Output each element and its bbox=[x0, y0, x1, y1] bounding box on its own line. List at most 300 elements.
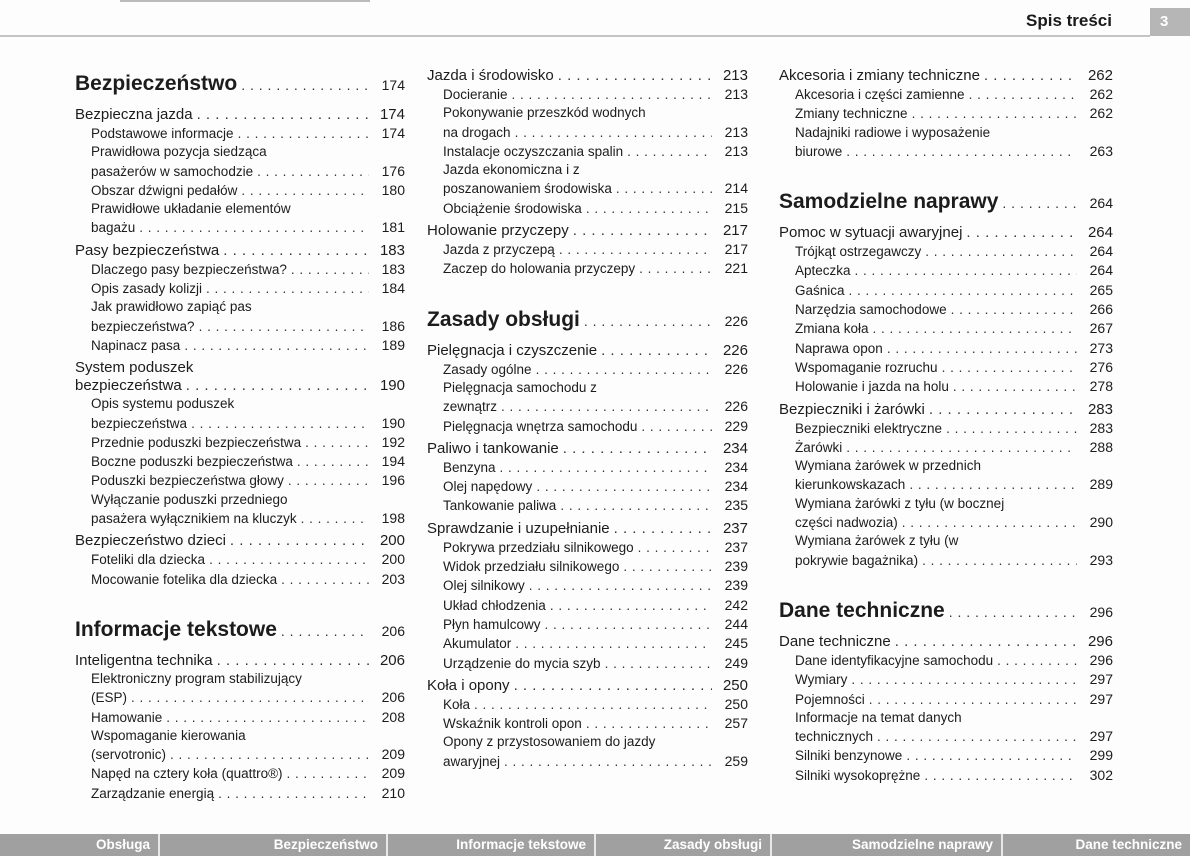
toc-item-entry[interactable] bbox=[75, 336, 405, 355]
toc-item-entry[interactable] bbox=[779, 358, 1113, 377]
toc-page-number[interactable]: 293 bbox=[1089, 551, 1113, 568]
toc-section-heading[interactable] bbox=[75, 70, 405, 99]
toc-item-entry[interactable] bbox=[779, 300, 1113, 319]
toc-entry-title: Wymiary bbox=[795, 672, 848, 688]
toc-page-number[interactable]: 288 bbox=[1089, 438, 1113, 455]
toc-page-number[interactable]: 276 bbox=[1089, 358, 1113, 375]
toc-page-number[interactable]: 242 bbox=[724, 596, 748, 613]
toc-entry-line bbox=[795, 377, 1113, 396]
toc-page-number[interactable]: 234 bbox=[722, 439, 748, 457]
toc-group-entry[interactable] bbox=[75, 652, 405, 670]
toc-page-number[interactable]: 302 bbox=[1089, 766, 1113, 783]
toc-item-entry[interactable] bbox=[779, 651, 1113, 670]
toc-entry-title: Prawidłowa pozycja siedząca bbox=[91, 144, 267, 160]
toc-item-entry[interactable] bbox=[779, 377, 1113, 396]
toc-entry-title: biurowe bbox=[795, 143, 843, 159]
toc-page-number[interactable]: 208 bbox=[381, 708, 405, 725]
toc-item-entry[interactable] bbox=[75, 570, 405, 589]
dot-leader bbox=[305, 434, 369, 452]
toc-item-entry[interactable] bbox=[779, 457, 1113, 495]
toc-page-number[interactable]: 180 bbox=[381, 181, 405, 198]
toc-item-entry[interactable] bbox=[427, 695, 748, 714]
toc-item-entry[interactable] bbox=[427, 538, 748, 557]
dot-leader bbox=[288, 472, 369, 490]
toc-item-entry[interactable] bbox=[75, 670, 405, 708]
toc-item-entry[interactable] bbox=[779, 766, 1113, 785]
toc-page-number[interactable]: 262 bbox=[1087, 67, 1113, 84]
toc-entry-title: Prawidłowe układanie elementów bbox=[91, 201, 291, 217]
toc-page-number[interactable]: 226 bbox=[724, 360, 748, 377]
toc-entry-line bbox=[91, 764, 405, 783]
toc-entry-line bbox=[91, 784, 405, 803]
toc-item-entry[interactable] bbox=[779, 690, 1113, 709]
toc-group-entry[interactable] bbox=[779, 67, 1113, 85]
toc-entry-line bbox=[443, 654, 748, 673]
toc-item-entry[interactable] bbox=[75, 181, 405, 200]
toc-entry-title: Benzyna bbox=[443, 459, 496, 475]
toc-item-entry[interactable] bbox=[779, 438, 1113, 457]
dot-leader bbox=[846, 439, 1077, 457]
toc-item-entry[interactable] bbox=[427, 259, 748, 278]
toc-entry-title: Foteliki dla dziecka bbox=[91, 552, 206, 568]
toc-item-entry[interactable] bbox=[75, 143, 405, 181]
toc-entry-title: Boczne poduszki bezpieczeństwa bbox=[91, 454, 293, 470]
toc-entry-line bbox=[795, 261, 1113, 280]
dot-leader bbox=[946, 420, 1077, 438]
toc-item-entry[interactable] bbox=[427, 654, 748, 673]
dot-leader bbox=[586, 715, 712, 733]
dot-leader bbox=[641, 418, 712, 436]
toc-page-number[interactable]: 174 bbox=[379, 106, 405, 123]
toc-page-number[interactable]: 265 bbox=[1089, 281, 1113, 298]
toc-entry-title: Jazda ekonomiczna i z bbox=[443, 162, 580, 178]
dot-leader bbox=[186, 377, 369, 395]
toc-page-number[interactable]: 181 bbox=[381, 219, 405, 236]
toc-page-number[interactable]: 237 bbox=[722, 519, 748, 537]
toc-item-entry[interactable] bbox=[427, 240, 748, 259]
toc-section-heading[interactable] bbox=[779, 597, 1113, 626]
dot-leader bbox=[529, 577, 712, 595]
toc-entry-line bbox=[795, 142, 1113, 161]
dot-leader bbox=[474, 696, 712, 714]
dot-leader bbox=[601, 342, 712, 360]
toc-item-entry[interactable] bbox=[75, 298, 405, 336]
toc-item-entry[interactable] bbox=[427, 85, 748, 104]
toc-entry-title: Jazda i środowisko bbox=[427, 67, 554, 84]
toc-page-number[interactable]: 264 bbox=[1089, 195, 1113, 212]
toc-group-entry[interactable] bbox=[427, 440, 748, 458]
toc-entry-title: na drogach bbox=[443, 124, 511, 140]
toc-page-number[interactable]: 273 bbox=[1089, 339, 1113, 356]
toc-entry-line bbox=[91, 570, 405, 589]
toc-page-number[interactable]: 194 bbox=[381, 453, 405, 470]
toc-page-number[interactable]: 239 bbox=[724, 558, 748, 575]
toc-page-number[interactable]: 297 bbox=[1089, 671, 1113, 688]
toc-group-entry[interactable] bbox=[75, 532, 405, 550]
toc-item-entry[interactable] bbox=[427, 634, 748, 653]
toc-page-number[interactable]: 299 bbox=[1089, 747, 1113, 764]
dot-leader bbox=[257, 163, 369, 181]
toc-entry-line bbox=[91, 452, 405, 471]
toc-page-number[interactable]: 183 bbox=[379, 241, 405, 259]
toc-group-entry[interactable] bbox=[427, 342, 748, 360]
toc-item-entry[interactable] bbox=[427, 576, 748, 595]
toc-entry-line bbox=[443, 379, 748, 397]
toc-page-number[interactable]: 296 bbox=[1089, 603, 1113, 620]
toc-page-number[interactable]: 290 bbox=[1089, 514, 1113, 531]
dot-leader bbox=[586, 200, 712, 218]
toc-page-number[interactable]: 213 bbox=[724, 142, 748, 159]
toc-entry-line bbox=[75, 532, 405, 550]
toc-entry-line bbox=[91, 143, 405, 161]
toc-page-number[interactable]: 257 bbox=[724, 715, 748, 732]
toc-item-entry[interactable] bbox=[427, 458, 748, 477]
toc-group-entry[interactable] bbox=[75, 359, 405, 395]
toc-page-number[interactable]: 267 bbox=[1089, 320, 1113, 337]
toc-entry-line bbox=[91, 279, 405, 298]
toc-entry-line bbox=[795, 319, 1113, 338]
toc-page-number[interactable]: 213 bbox=[724, 86, 748, 102]
toc-entry-line bbox=[427, 440, 748, 458]
toc-column-1 bbox=[75, 67, 405, 803]
toc-page-number[interactable]: 192 bbox=[381, 433, 405, 450]
toc-item-entry[interactable] bbox=[75, 727, 405, 765]
toc-page-number[interactable]: 190 bbox=[381, 414, 405, 431]
toc-entry-title: Pokrywa przedziału silnikowego bbox=[443, 539, 634, 555]
dot-leader bbox=[559, 241, 712, 259]
dot-leader bbox=[500, 459, 712, 477]
toc-entry-title: Jak prawidłowo zapiąć pas bbox=[91, 299, 252, 315]
toc-page-number[interactable]: 174 bbox=[381, 77, 405, 93]
toc-page-number[interactable]: 183 bbox=[381, 260, 405, 277]
toc-item-entry[interactable] bbox=[779, 319, 1113, 338]
toc-entry-line bbox=[443, 458, 748, 477]
header-divider bbox=[0, 35, 1150, 37]
toc-page-number[interactable]: 249 bbox=[724, 654, 748, 671]
footer-tab-bezpieczenstwo[interactable]: Bezpieczeństwo bbox=[160, 834, 388, 856]
toc-entry-line bbox=[779, 188, 1113, 217]
toc-page-number[interactable]: 189 bbox=[381, 336, 405, 353]
toc-entry-line bbox=[795, 457, 1113, 475]
dot-leader bbox=[563, 440, 712, 458]
toc-page-number[interactable]: 176 bbox=[381, 162, 405, 179]
toc-entry-line bbox=[75, 652, 405, 670]
toc-entry-title: Naprawa opon bbox=[795, 340, 883, 356]
toc-page-number[interactable]: 259 bbox=[724, 752, 748, 769]
toc-page-number[interactable]: 190 bbox=[379, 377, 405, 395]
toc-item-entry[interactable] bbox=[75, 452, 405, 471]
toc-entry-title: Pasy bezpieczeństwa bbox=[75, 241, 220, 259]
toc-page-number[interactable]: 209 bbox=[381, 746, 405, 763]
toc-entry-line bbox=[443, 496, 748, 515]
toc-item-entry[interactable] bbox=[779, 104, 1113, 123]
toc-item-entry[interactable] bbox=[75, 471, 405, 490]
toc-entry-title: Dlaczego pasy bezpieczeństwa? bbox=[91, 261, 287, 277]
toc-page-number[interactable]: 217 bbox=[724, 241, 748, 258]
toc-entry-line bbox=[427, 222, 748, 240]
toc-item-entry[interactable] bbox=[75, 395, 405, 433]
toc-item-entry[interactable] bbox=[75, 124, 405, 143]
toc-page-number[interactable]: 196 bbox=[381, 472, 405, 489]
toc-item-entry[interactable] bbox=[75, 784, 405, 803]
toc-entry-line bbox=[443, 104, 748, 122]
footer-section-tabs bbox=[0, 834, 1190, 856]
toc-page-number[interactable]: 263 bbox=[1089, 142, 1113, 159]
toc-page-number[interactable]: 264 bbox=[1089, 243, 1113, 260]
toc-page-number[interactable]: 213 bbox=[724, 123, 748, 140]
toc-item-entry[interactable] bbox=[427, 733, 748, 771]
toc-group-entry[interactable] bbox=[427, 677, 748, 695]
toc-entry-line bbox=[91, 688, 405, 707]
toc-entry-title: Płyn hamulcowy bbox=[443, 616, 541, 632]
toc-item-entry[interactable] bbox=[779, 85, 1113, 104]
dot-leader bbox=[536, 361, 712, 379]
toc-page-number[interactable]: 234 bbox=[724, 478, 748, 495]
toc-entry-line bbox=[795, 709, 1113, 727]
toc-item-entry[interactable] bbox=[427, 596, 748, 615]
footer-tab-dane-techniczne[interactable]: Dane techniczne bbox=[1075, 837, 1182, 852]
toc-group-entry[interactable] bbox=[779, 401, 1113, 419]
toc-entry-title: Przednie poduszki bezpieczeństwa bbox=[91, 434, 302, 450]
toc-page-number[interactable]: 226 bbox=[722, 341, 748, 359]
toc-entry-line bbox=[443, 634, 748, 653]
toc-page-number[interactable]: 296 bbox=[1089, 651, 1113, 668]
toc-page-number[interactable]: 297 bbox=[1089, 690, 1113, 707]
toc-entry-title: Opony z przystosowaniem do jazdy bbox=[443, 734, 656, 750]
toc-entry-line bbox=[91, 550, 405, 569]
toc-page-number[interactable]: 186 bbox=[381, 317, 405, 334]
dot-leader bbox=[906, 747, 1077, 765]
toc-group-entry[interactable] bbox=[427, 222, 748, 240]
toc-entry-title: Bezpieczniki i żarówki bbox=[779, 400, 925, 418]
toc-entry-line bbox=[779, 401, 1113, 419]
toc-page-number[interactable]: 221 bbox=[724, 260, 748, 277]
toc-entry-line bbox=[91, 745, 405, 764]
toc-page-number[interactable]: 262 bbox=[1089, 86, 1113, 102]
toc-entry-line bbox=[443, 123, 748, 142]
toc-entry-line bbox=[443, 161, 748, 179]
toc-entry-line bbox=[779, 633, 1113, 651]
dot-leader bbox=[504, 753, 712, 771]
toc-entry-line bbox=[795, 124, 1113, 142]
toc-entry-title: Docieranie bbox=[443, 87, 508, 102]
toc-entry-title: Opis zasady kolizji bbox=[91, 281, 203, 297]
toc-item-entry[interactable] bbox=[75, 200, 405, 238]
dot-leader bbox=[501, 398, 712, 416]
toc-item-entry[interactable] bbox=[427, 360, 748, 379]
toc-entry-title: System poduszek bbox=[75, 359, 194, 377]
toc-entry-title: Holowanie i jazda na holu bbox=[795, 379, 949, 395]
toc-item-entry[interactable] bbox=[75, 433, 405, 452]
toc-item-entry[interactable] bbox=[779, 242, 1113, 261]
toc-entry-title: Obciążenie środowiska bbox=[443, 200, 582, 216]
toc-page-number[interactable]: 234 bbox=[724, 458, 748, 475]
toc-page-number[interactable]: 278 bbox=[1089, 378, 1113, 395]
toc-entry-title: (ESP) bbox=[91, 690, 128, 706]
toc-entry-line bbox=[427, 342, 748, 360]
toc-item-entry[interactable] bbox=[779, 419, 1113, 438]
toc-entry-title: Olej napędowy bbox=[443, 479, 533, 495]
toc-item-entry[interactable] bbox=[427, 142, 748, 161]
toc-item-entry[interactable] bbox=[779, 261, 1113, 280]
toc-item-entry[interactable] bbox=[779, 746, 1113, 765]
dot-leader bbox=[851, 671, 1077, 689]
toc-entry-line bbox=[91, 181, 405, 200]
dot-leader bbox=[616, 180, 712, 198]
toc-page-number[interactable]: 239 bbox=[724, 577, 748, 594]
toc-entry-line bbox=[443, 240, 748, 259]
toc-entry-line bbox=[443, 179, 748, 198]
toc-page-number[interactable]: 184 bbox=[381, 280, 405, 297]
footer-tab-samodzielne-naprawy[interactable]: Samodzielne naprawy bbox=[772, 834, 1003, 856]
toc-entry-line bbox=[795, 690, 1113, 709]
toc-item-entry[interactable] bbox=[75, 491, 405, 529]
footer-tab-informacje-tekstowe[interactable]: Informacje tekstowe bbox=[388, 834, 596, 856]
toc-item-entry[interactable] bbox=[75, 260, 405, 279]
toc-entry-line bbox=[443, 557, 748, 576]
toc-item-entry[interactable] bbox=[427, 615, 748, 634]
toc-page-number[interactable]: 235 bbox=[724, 497, 748, 514]
dot-leader bbox=[199, 318, 369, 336]
toc-item-entry[interactable] bbox=[75, 764, 405, 783]
toc-group-entry[interactable] bbox=[779, 633, 1113, 651]
toc-page-number[interactable]: 262 bbox=[1089, 105, 1113, 122]
dot-leader bbox=[869, 691, 1077, 709]
toc-entry-title: Bezpieczna jazda bbox=[75, 106, 193, 123]
toc-page-number[interactable]: 200 bbox=[379, 532, 405, 550]
toc-page-number[interactable]: 200 bbox=[381, 551, 405, 568]
toc-page-number[interactable]: 210 bbox=[381, 784, 405, 801]
toc-page-number[interactable]: 206 bbox=[379, 651, 405, 669]
toc-entry-line bbox=[795, 532, 1113, 550]
toc-page-number[interactable]: 237 bbox=[724, 538, 748, 555]
toc-entry-line bbox=[427, 677, 748, 695]
toc-entry-title: Akcesoria i zmiany techniczne bbox=[779, 67, 980, 84]
dot-leader bbox=[614, 520, 712, 538]
toc-page-number[interactable]: 244 bbox=[724, 615, 748, 632]
toc-item-entry[interactable] bbox=[779, 709, 1113, 747]
toc-page-number[interactable]: 264 bbox=[1089, 262, 1113, 279]
toc-item-entry[interactable] bbox=[779, 339, 1113, 358]
toc-page-number[interactable]: 229 bbox=[724, 417, 748, 434]
toc-page-number[interactable]: 215 bbox=[724, 199, 748, 216]
toc-page-number[interactable]: 283 bbox=[1087, 400, 1113, 418]
toc-item-entry[interactable] bbox=[75, 708, 405, 727]
toc-page-number[interactable]: 217 bbox=[722, 222, 748, 240]
toc-entry-line bbox=[443, 397, 748, 416]
dot-leader bbox=[909, 476, 1077, 494]
toc-page-number[interactable]: 206 bbox=[381, 689, 405, 706]
toc-item-entry[interactable] bbox=[779, 670, 1113, 689]
toc-entry-line bbox=[75, 616, 405, 645]
toc-group-entry[interactable] bbox=[427, 520, 748, 538]
toc-page-number[interactable]: 296 bbox=[1087, 632, 1113, 650]
toc-group-entry[interactable] bbox=[427, 67, 748, 85]
dot-leader bbox=[912, 105, 1077, 123]
toc-page-number[interactable]: 214 bbox=[724, 180, 748, 197]
dot-leader bbox=[545, 616, 712, 634]
toc-item-entry[interactable] bbox=[427, 714, 748, 733]
toc-page-number[interactable]: 213 bbox=[722, 67, 748, 84]
dot-leader bbox=[515, 635, 712, 653]
toc-item-entry[interactable] bbox=[427, 477, 748, 496]
toc-entry-title: Informacje tekstowe bbox=[75, 617, 277, 641]
dot-leader bbox=[230, 532, 369, 550]
toc-section-heading[interactable] bbox=[427, 306, 748, 335]
footer-tab-obsluga[interactable]: Obsługa bbox=[0, 834, 160, 856]
toc-page-number[interactable]: 209 bbox=[381, 765, 405, 782]
toc-entry-line bbox=[443, 714, 748, 733]
toc-entry-title: Tankowanie paliwa bbox=[443, 498, 557, 514]
toc-entry-title: Gaśnica bbox=[795, 282, 845, 298]
dot-leader bbox=[984, 67, 1077, 85]
footer-tab-zasady-obslugi[interactable]: Zasady obsługi bbox=[596, 834, 772, 856]
dot-leader bbox=[573, 222, 712, 240]
toc-page-number[interactable]: 226 bbox=[724, 312, 748, 329]
toc-column-3 bbox=[779, 67, 1113, 785]
toc-page-number[interactable]: 203 bbox=[381, 570, 405, 587]
toc-item-entry[interactable] bbox=[75, 279, 405, 298]
toc-page-number[interactable]: 198 bbox=[381, 510, 405, 527]
toc-group-entry[interactable] bbox=[75, 242, 405, 260]
dot-leader bbox=[855, 262, 1077, 280]
toc-entry-line bbox=[443, 733, 748, 751]
dot-leader bbox=[966, 224, 1077, 242]
toc-item-entry[interactable] bbox=[779, 124, 1113, 162]
toc-entry-title: Opis systemu poduszek bbox=[91, 396, 235, 412]
toc-entry-title: Paliwo i tankowanie bbox=[427, 439, 559, 457]
toc-page-number[interactable]: 264 bbox=[1087, 224, 1113, 242]
toc-page-number[interactable]: 206 bbox=[381, 622, 405, 639]
toc-item-entry[interactable] bbox=[427, 417, 748, 436]
toc-page-number[interactable]: 250 bbox=[722, 676, 748, 694]
toc-item-entry[interactable] bbox=[779, 532, 1113, 570]
toc-entry-title: Poduszki bezpieczeństwa głowy bbox=[91, 473, 284, 489]
toc-page-number[interactable]: 297 bbox=[1089, 728, 1113, 745]
toc-entry-line bbox=[795, 339, 1113, 358]
toc-entry-title: Koła bbox=[443, 696, 471, 712]
toc-entry-title: Pojemności bbox=[795, 691, 865, 707]
toc-page-number[interactable]: 250 bbox=[724, 695, 748, 712]
dot-leader bbox=[512, 86, 712, 104]
toc-group-entry[interactable] bbox=[779, 224, 1113, 242]
toc-item-entry[interactable] bbox=[427, 161, 748, 199]
toc-entry-line bbox=[427, 67, 748, 85]
toc-item-entry[interactable] bbox=[427, 557, 748, 576]
toc-page-number[interactable]: 283 bbox=[1089, 419, 1113, 436]
toc-page-number[interactable]: 289 bbox=[1089, 476, 1113, 493]
toc-page-number[interactable]: 226 bbox=[724, 398, 748, 415]
toc-item-entry[interactable] bbox=[779, 281, 1113, 300]
toc-item-entry[interactable] bbox=[427, 496, 748, 515]
toc-item-entry[interactable] bbox=[427, 104, 748, 142]
toc-page-number[interactable]: 174 bbox=[381, 125, 405, 141]
toc-page-number[interactable]: 266 bbox=[1089, 301, 1113, 318]
toc-item-entry[interactable] bbox=[75, 550, 405, 569]
toc-page-number[interactable]: 245 bbox=[724, 635, 748, 652]
toc-item-entry[interactable] bbox=[427, 379, 748, 417]
toc-item-entry[interactable] bbox=[779, 495, 1113, 533]
toc-entry-title: Hamowanie bbox=[91, 709, 163, 725]
toc-entry-line bbox=[91, 218, 405, 237]
toc-entry-line bbox=[75, 70, 405, 99]
toc-section-heading[interactable] bbox=[779, 188, 1113, 217]
toc-entry-title: Pomoc w sytuacji awaryjnej bbox=[779, 224, 963, 242]
toc-item-entry[interactable] bbox=[427, 199, 748, 218]
dot-leader bbox=[877, 728, 1077, 746]
toc-section-heading[interactable] bbox=[75, 616, 405, 645]
toc-group-entry[interactable] bbox=[75, 106, 405, 124]
